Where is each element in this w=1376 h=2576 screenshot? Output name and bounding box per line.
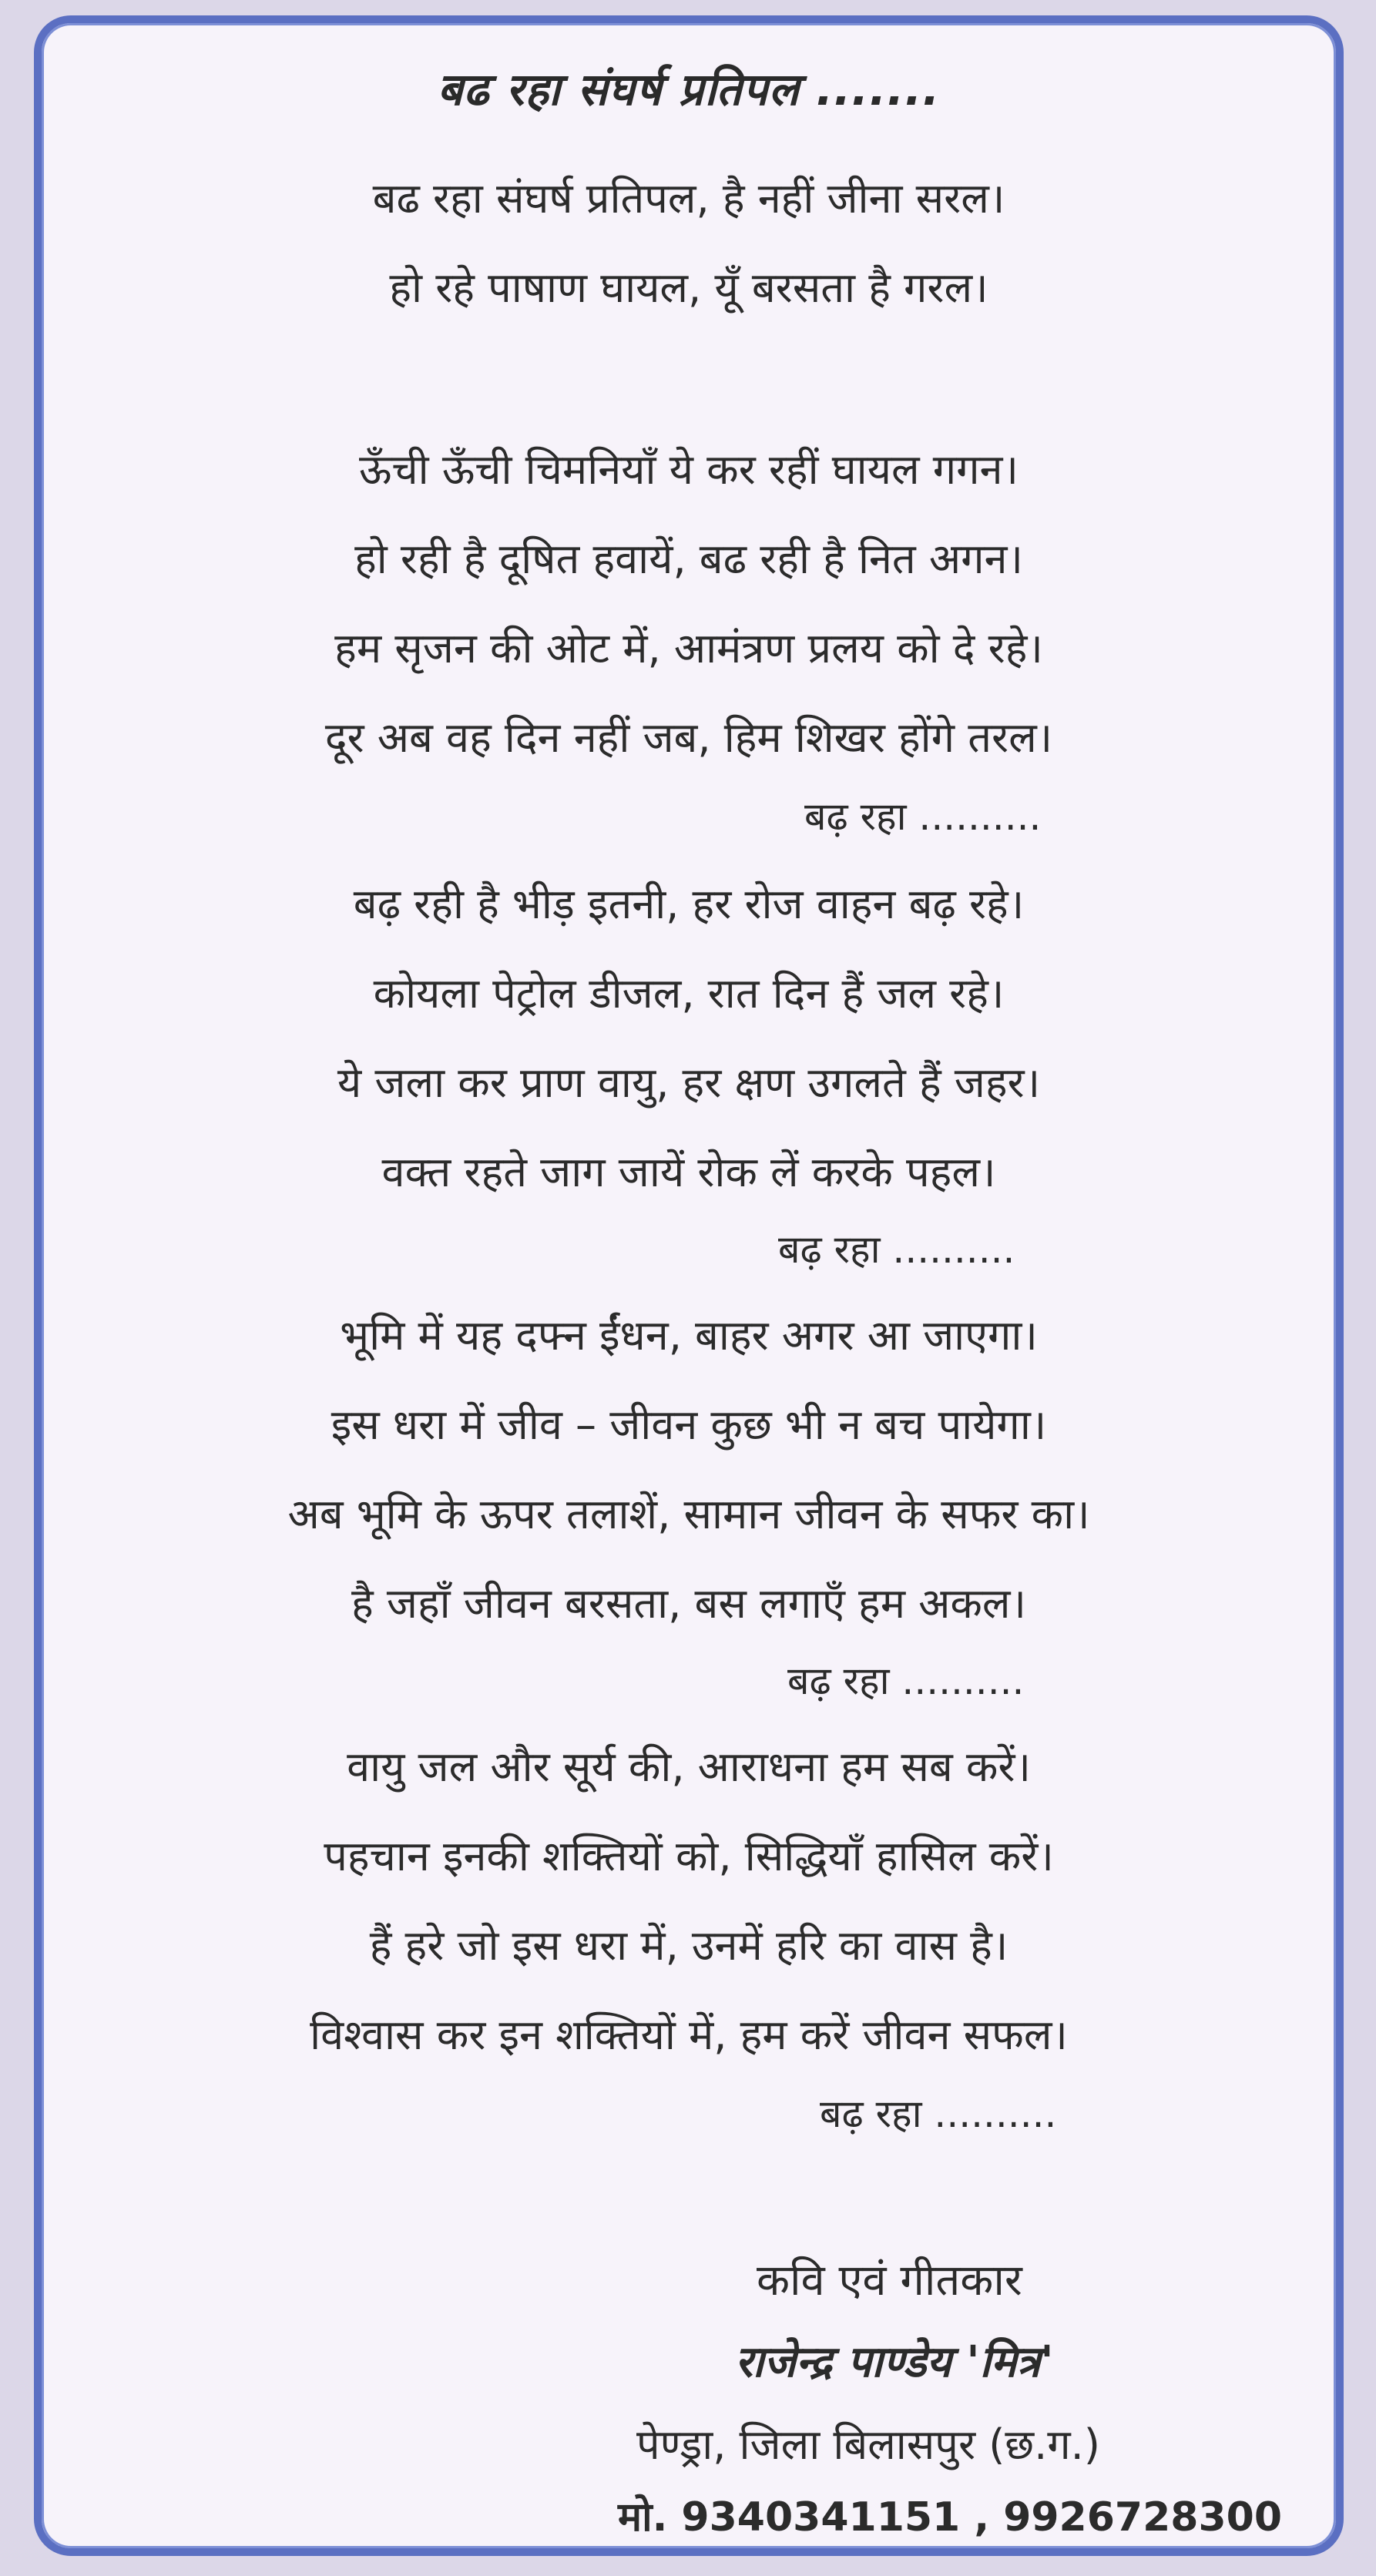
author-name: राजेन्द्र पाण्डेय 'मित्र' xyxy=(735,2337,1054,2387)
poem-line: हम सृजन की ओट में, आमंत्रण प्रलय को दे रहे। xyxy=(334,624,1043,673)
poem-line: विश्वास कर इन शक्तियों में, हम करें जीवन सफल। xyxy=(310,2011,1068,2059)
author-place: पेण्ड्रा, जिला बिलासपुर (छ.ग.) xyxy=(636,2420,1100,2469)
poem-line: है जहाँ जीवन बरसता, बस लगाएँ हम अकल। xyxy=(351,1579,1026,1628)
poem-line: भूमि में यह दफ्न ईंधन, बाहर अगर आ जाएगा। xyxy=(340,1311,1038,1360)
poem-line: हो रही है दूषित हवायें, बढ रही है नित अगन। xyxy=(354,535,1023,583)
poem-line: बढ रहा संघर्ष प्रतिपल, है नहीं जीना सरल। xyxy=(372,174,1005,223)
refrain-line: बढ़ रहा .......... xyxy=(804,794,1042,839)
author-role: कवि एवं गीतकार xyxy=(757,2256,1022,2306)
poem-line: हैं हरे जो इस धरा में, उनमें हरि का वास है। xyxy=(369,1921,1009,1970)
poem-title: बढ रहा संघर्ष प्रतिपल ....... xyxy=(437,63,941,116)
author-phone: मो. 9340341151 , 9926728300 xyxy=(618,2494,1283,2541)
poem-line: अब भूमि के ऊपर तलाशें, सामान जीवन के सफर का। xyxy=(287,1490,1090,1538)
poem-line: बढ़ रही है भीड़ इतनी, हर रोज वाहन बढ़ रहे। xyxy=(353,880,1025,928)
poem-line: इस धरा में जीव – जीवन कुछ भी न बच पायेगा। xyxy=(331,1400,1047,1449)
poem-card xyxy=(34,15,1344,2556)
refrain-line: बढ़ रहा .......... xyxy=(820,2091,1057,2136)
poem-line: पहचान इनकी शक्तियों को, सिद्धियाँ हासिल करें। xyxy=(324,1832,1054,1880)
poem-line: दूर अब वह दिन नहीं जब, हिम शिखर होंगे तरल। xyxy=(324,713,1053,762)
refrain-line: बढ़ रहा .......... xyxy=(778,1227,1015,1272)
poem-line: हो रहे पाषाण घायल, यूँ बरसता है गरल। xyxy=(389,263,988,312)
poem-line: वक्त रहते जाग जायें रोक लें करके पहल। xyxy=(381,1148,996,1196)
poem-line: वायु जल और सूर्य की, आराधना हम सब करें। xyxy=(347,1742,1031,1791)
poem-line: ऊँची ऊँची चिमनियाँ ये कर रहीं घायल गगन। xyxy=(358,445,1019,494)
poem-line: ये जला कर प्राण वायु, हर क्षण उगलते हैं जहर। xyxy=(337,1058,1041,1107)
poem-line: कोयला पेट्रोल डीजल, रात दिन हैं जल रहे। xyxy=(373,969,1005,1018)
refrain-line: बढ़ रहा .......... xyxy=(787,1659,1025,1703)
